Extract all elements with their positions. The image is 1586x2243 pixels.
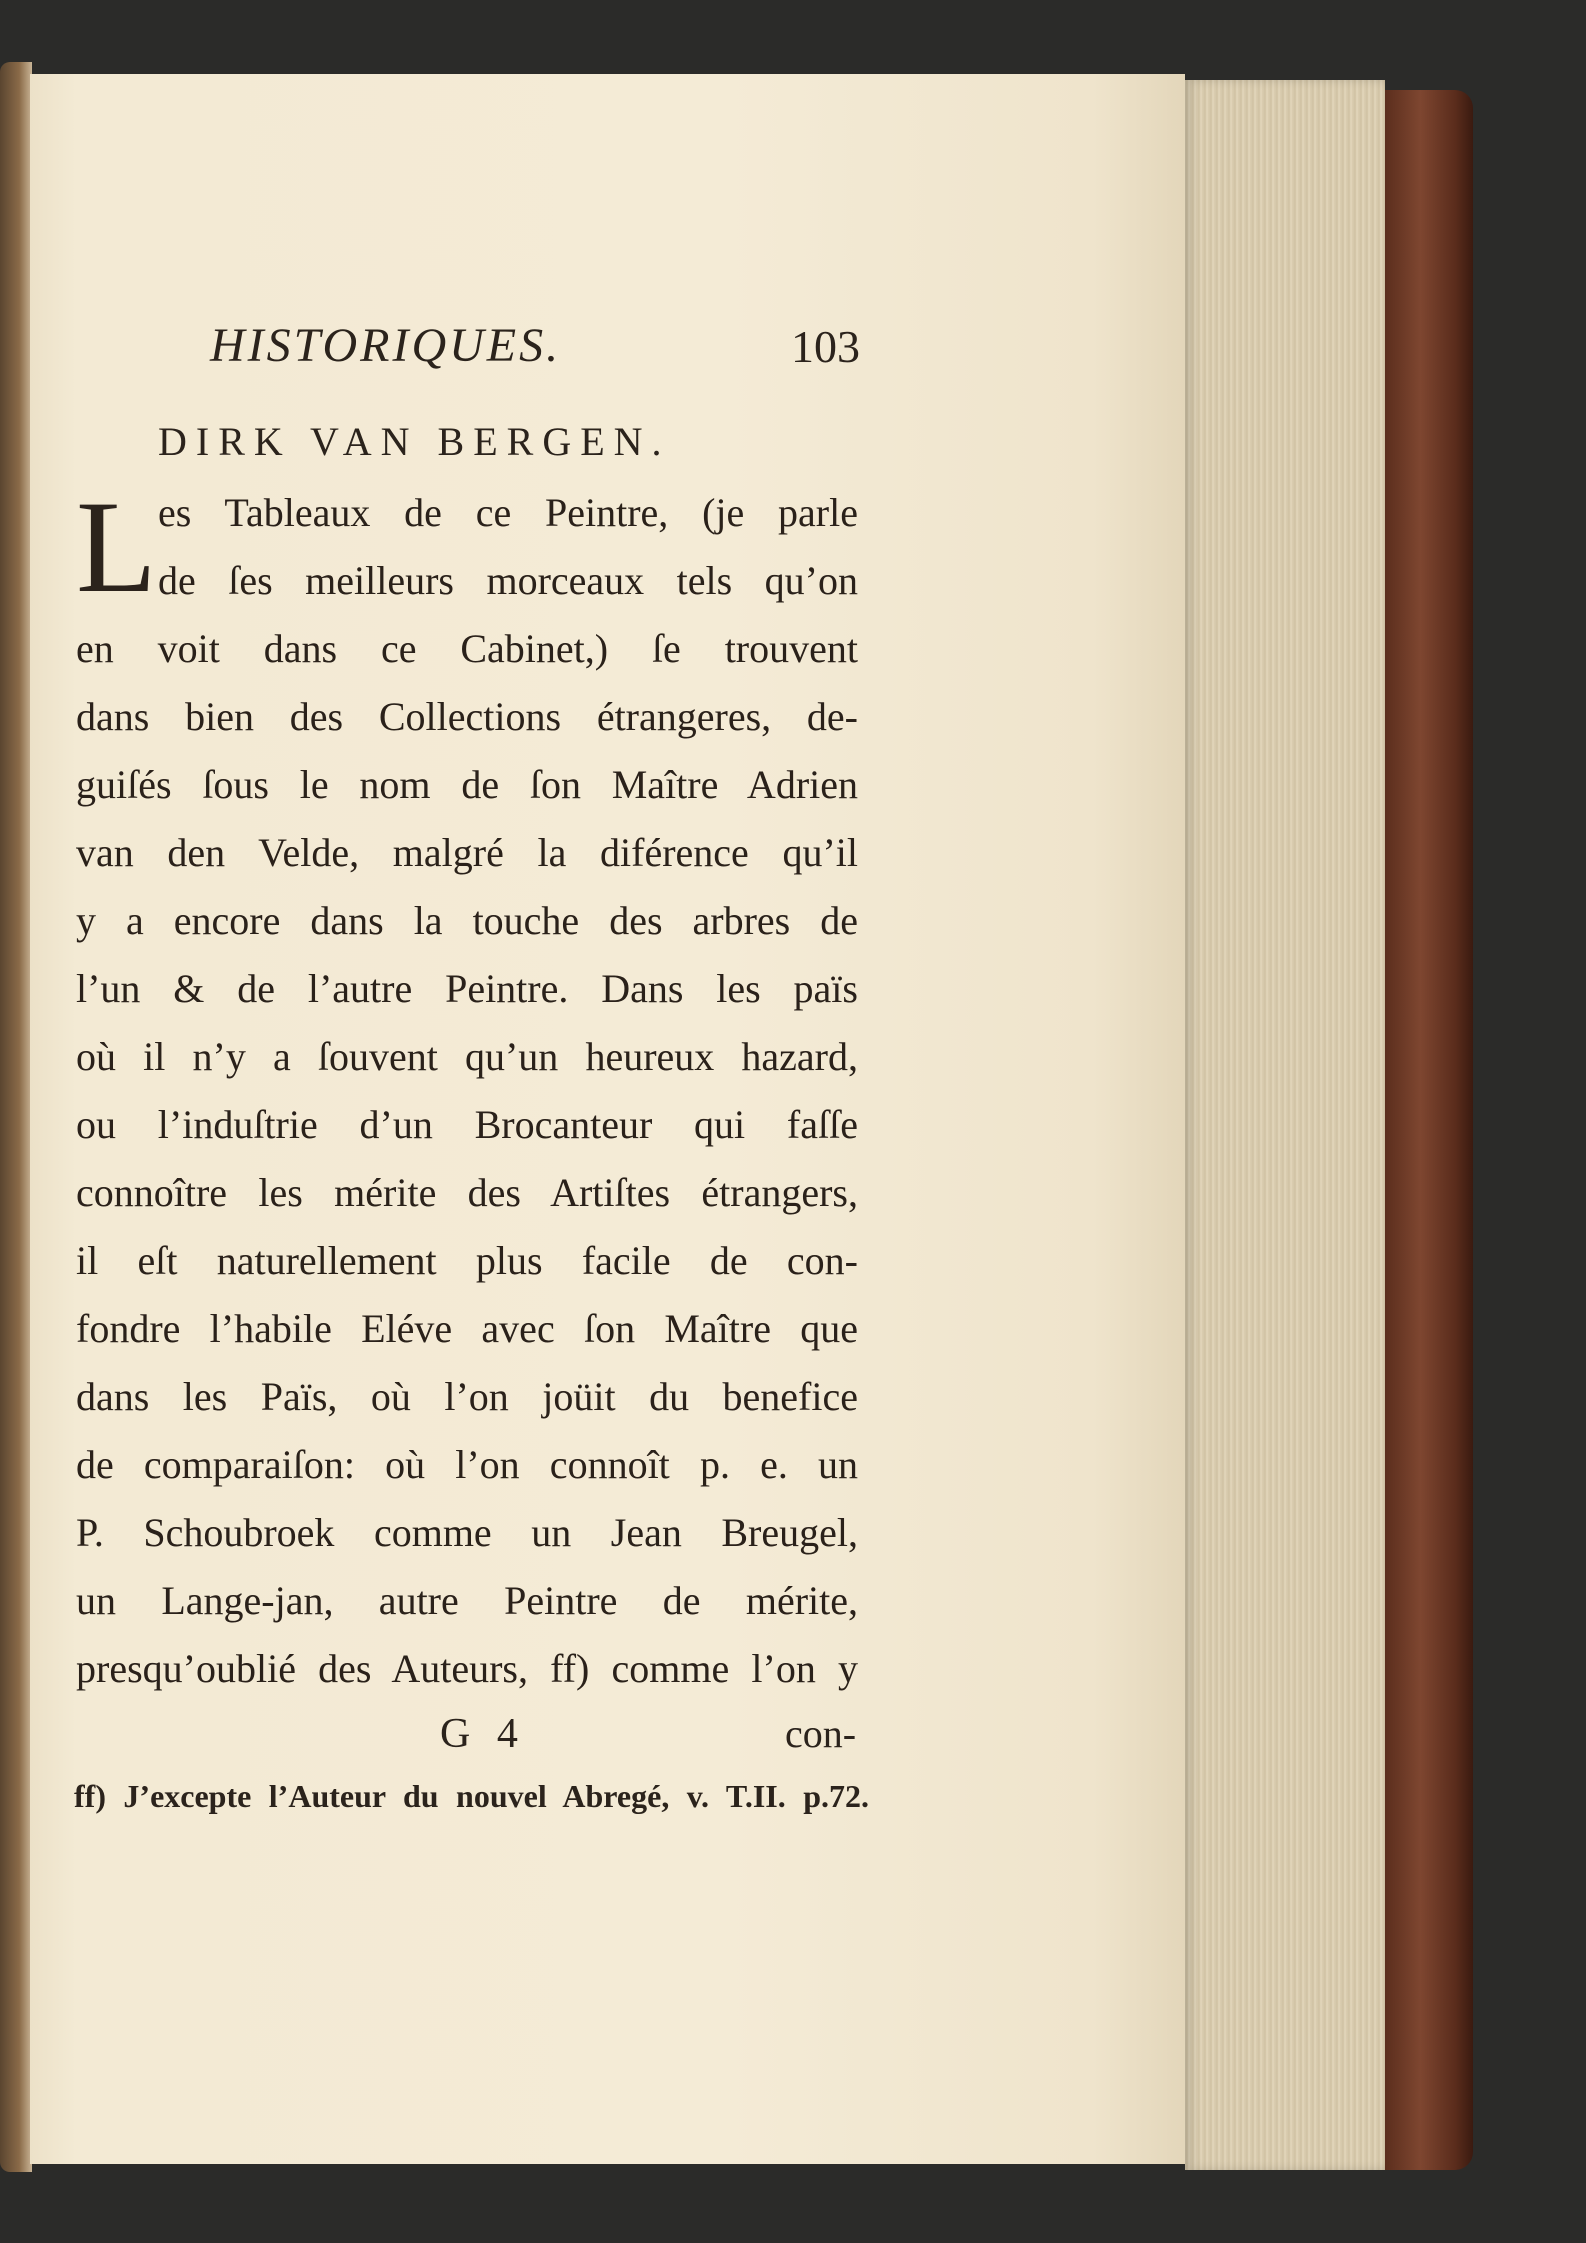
text-line: guiſés ſous le nom de ſon Maître Adrien (76, 762, 858, 807)
text-line: un Lange-jan, autre Peintre de mérite, (76, 1578, 858, 1623)
section-heading: DIRK VAN BERGEN. (158, 419, 671, 464)
running-head: HISTORIQUES. (210, 319, 562, 372)
page-header (210, 318, 860, 378)
text-line: dans bien des Collections étrangeres, de- (76, 694, 858, 739)
page-number: 103 (791, 321, 860, 372)
page-block-edges (1185, 80, 1385, 2170)
signature-mark: G 4 (440, 1711, 526, 1757)
footnote: ff) J’excepte l’Auteur du nouvel Abregé, v. T.II. p.72. (74, 1778, 869, 1814)
text-line: presqu’oublié des Auteurs, ff) comme l’on y (76, 1646, 858, 1691)
text-line: il eſt naturellement plus facile de con- (76, 1238, 858, 1283)
text-line: fondre l’habile Eléve avec ſon Maître que (76, 1306, 858, 1351)
text-line: de comparaiſon: où l’on connoît p. e. un (76, 1442, 858, 1487)
text-line: y a encore dans la touche des arbres de (76, 898, 858, 943)
text-line: connoître les mérite des Artiſtes étrangers, (76, 1170, 858, 1215)
text-line: l’un & de l’autre Peintre. Dans les païs (76, 966, 858, 1011)
text-line: en voit dans ce Cabinet,) ſe trouvent (76, 626, 858, 671)
text-line: dans les Païs, où l’on joüit du benefice (76, 1374, 858, 1419)
text-line: où il n’y a ſouvent qu’un heureux hazard, (76, 1034, 858, 1079)
text-line: P. Schoubroek comme un Jean Breugel, (76, 1510, 858, 1555)
book-cover-left-edge (0, 62, 32, 2172)
text-line: es Tableaux de ce Peintre, (je parle (158, 490, 858, 535)
drop-capital: L (76, 473, 157, 620)
text-line: van den Velde, malgré la diférence qu’il (76, 830, 858, 875)
catchword: con- (785, 1711, 857, 1756)
book-cover-right (1385, 90, 1473, 2170)
text-line: ou l’induſtrie d’un Brocanteur qui faſſe (76, 1102, 858, 1147)
text-line: de ſes meilleurs morceaux tels qu’on (158, 558, 858, 603)
